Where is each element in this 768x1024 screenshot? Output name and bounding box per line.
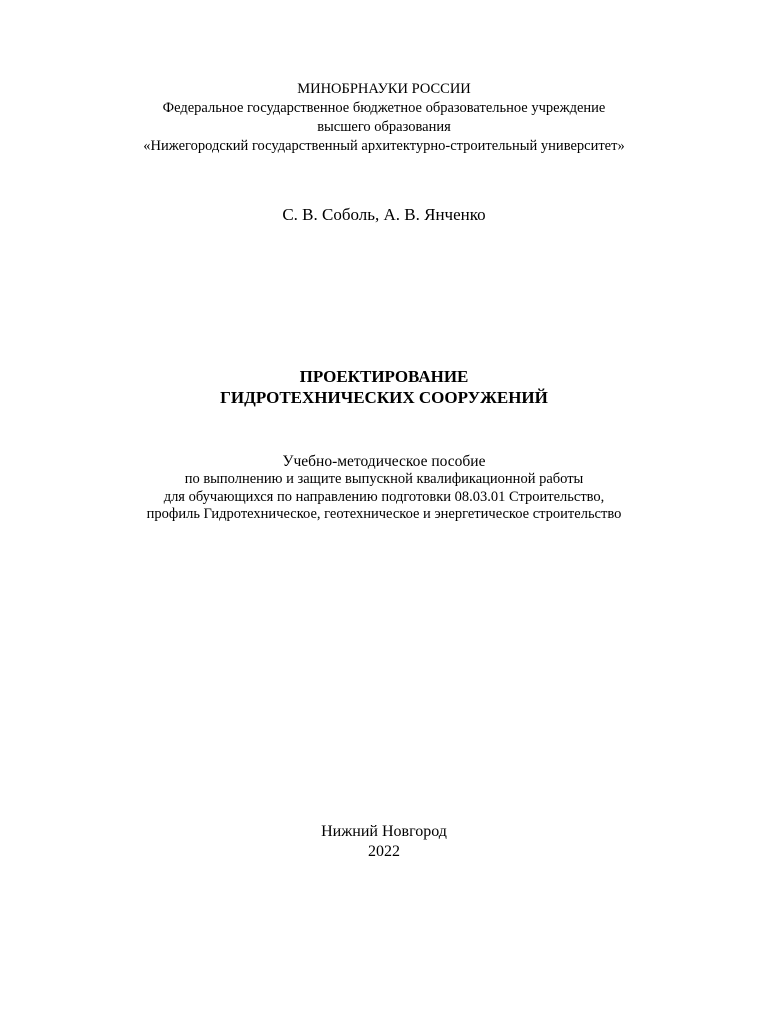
ministry-name: МИНОБРНАУКИ РОССИИ	[297, 81, 471, 97]
imprint	[0, 822, 768, 862]
university-name: «Нижегородский государственный архитектурно-строительный университет»	[143, 138, 625, 154]
institution-header	[0, 80, 768, 156]
authors	[0, 204, 768, 226]
subtitle-line2: по выполнению и защите выпускной квалификационной работы	[184, 471, 584, 487]
subtitle-line4: профиль Гидротехническое, геотехническое и энергетическое строительство	[146, 506, 622, 522]
imprint-year: 2022	[368, 843, 400, 860]
subtitle-line3: для обучающихся по направлению подготовки 08.03.01 Строительство,	[163, 488, 605, 505]
authors-names: С. В. Соболь, А. В. Янченко	[282, 205, 486, 224]
document-title	[0, 366, 768, 408]
institution-type-line2: высшего образования	[317, 119, 451, 135]
subtitle-line1: Учебно-методическое пособие	[282, 453, 486, 470]
imprint-city: Нижний Новгород	[321, 823, 447, 840]
document-subtitle	[0, 453, 768, 524]
title-line2: ГИДРОТЕХНИЧЕСКИХ СООРУЖЕНИЙ	[220, 388, 548, 407]
title-line1: ПРОЕКТИРОВАНИЕ	[299, 367, 469, 386]
institution-type-line1: Федеральное государственное бюджетное образовательное учреждение	[162, 100, 606, 116]
